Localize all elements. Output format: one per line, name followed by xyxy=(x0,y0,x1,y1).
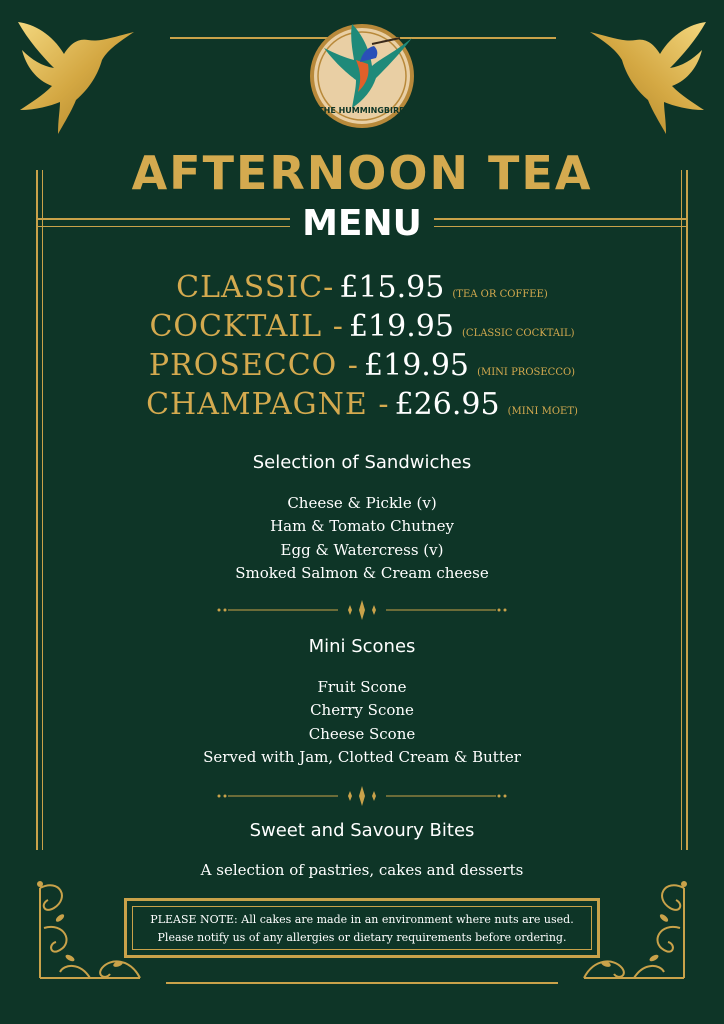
section-title-sandwiches: Selection of Sandwiches xyxy=(252,452,472,473)
logo-text: THE HUMMINGBIRD xyxy=(318,106,406,115)
menu-rule-right-top xyxy=(434,218,688,220)
price-name: CHAMPAGNE - xyxy=(146,387,390,422)
menu-item: Egg & Watercress (v) xyxy=(280,541,444,559)
price-amount: £15.95 xyxy=(339,270,445,305)
menu-item: Cherry Scone xyxy=(310,701,414,719)
price-note: (TEA OR COFFEE) xyxy=(452,289,548,300)
menu-subtitle: MENU xyxy=(302,203,422,244)
bottom-rule xyxy=(166,982,558,984)
menu-item: Smoked Salmon & Cream cheese xyxy=(235,564,489,582)
price-name: COCKTAIL - xyxy=(149,309,344,344)
note-line-1: PLEASE NOTE: All cakes are made in an environment where nuts are used. xyxy=(150,913,574,926)
price-note: (MINI PROSECCO) xyxy=(477,367,576,378)
sparkle-divider-icon xyxy=(216,600,508,620)
price-name: CLASSIC- xyxy=(176,270,335,305)
price-note: (CLASSIC COCKTAIL) xyxy=(462,328,575,339)
price-row-prosecco xyxy=(0,348,724,383)
page-title: AFTERNOON TEA xyxy=(131,146,593,200)
price-row-cocktail xyxy=(0,309,724,344)
menu-rule-left-bottom xyxy=(36,226,290,227)
note-line-2: Please notify us of any allergies or dietary requirements before ordering. xyxy=(157,931,567,944)
section-title-scones: Mini Scones xyxy=(308,636,416,657)
logo xyxy=(302,4,422,134)
menu-item: Ham & Tomato Chutney xyxy=(270,517,454,535)
sparkle-divider-icon xyxy=(216,786,508,806)
allergy-note-box xyxy=(124,898,600,958)
price-note: (MINI MOET) xyxy=(507,406,578,417)
menu-rule-left-top xyxy=(36,218,290,220)
price-amount: £26.95 xyxy=(394,387,500,422)
menu-item: Fruit Scone xyxy=(317,678,407,696)
price-name: PROSECCO - xyxy=(148,348,359,383)
price-row-champagne xyxy=(0,387,724,422)
menu-rule-right-bottom xyxy=(434,226,688,227)
menu-item: Cheese Scone xyxy=(308,725,416,743)
menu-item: A selection of pastries, cakes and desserts xyxy=(200,861,524,879)
menu-item: Served with Jam, Clotted Cream & Butter xyxy=(203,748,521,766)
hummingbird-icon xyxy=(580,10,710,140)
price-row-classic xyxy=(0,270,724,305)
hummingbird-icon xyxy=(14,10,144,140)
price-amount: £19.95 xyxy=(348,309,454,344)
menu-item: Cheese & Pickle (v) xyxy=(287,494,437,512)
section-title-bites: Sweet and Savoury Bites xyxy=(249,820,475,841)
price-amount: £19.95 xyxy=(364,348,469,383)
